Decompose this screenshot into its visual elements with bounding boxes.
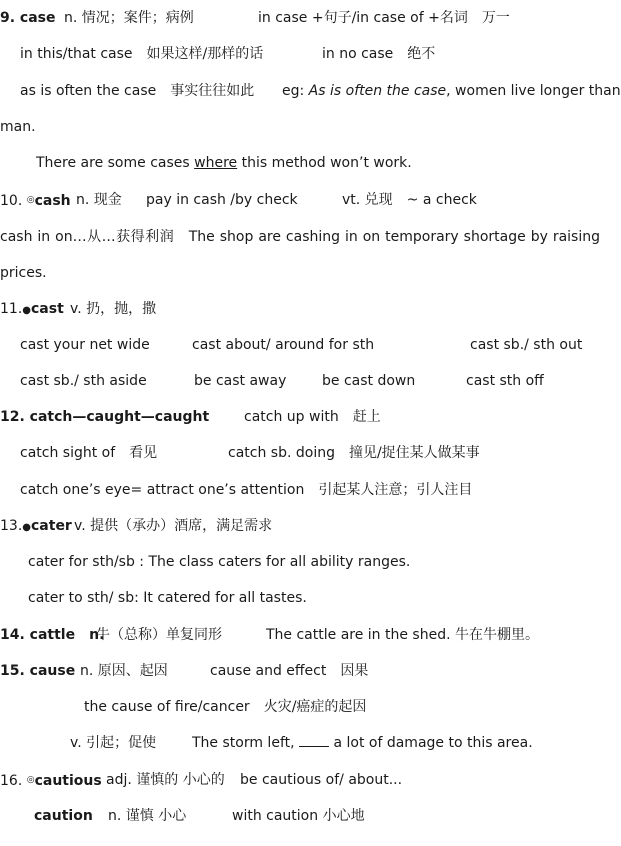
circle-mark-icon: ◎ bbox=[26, 775, 35, 785]
entry-pos: v. 提供（承办）酒席，满足需求 bbox=[74, 518, 273, 534]
entry-phrase: catch up with 赶上 bbox=[244, 409, 381, 425]
phrase: cast sth off bbox=[466, 373, 544, 389]
entry-head: 16. ◎cautious bbox=[0, 773, 102, 789]
phrase: in this/that case 如果这样/那样的话 bbox=[20, 46, 264, 62]
entry-phrase: be cautious of/ about... bbox=[240, 772, 403, 788]
entry-head: 11.●cast bbox=[0, 301, 64, 317]
entry-cash-line2: cash in on…从…获得利润 The shop are cashing in on temporary shortage by raising bbox=[0, 229, 600, 245]
example-italic: As is often the case bbox=[308, 83, 447, 99]
entry-head: 13.●cater bbox=[0, 518, 72, 534]
circle-mark-icon: ◎ bbox=[26, 195, 35, 205]
entry-word: caution bbox=[34, 808, 93, 824]
entry-phrase: in case +句子/in case of +名词 万一 bbox=[258, 10, 510, 26]
entry-pos: n. 情况；案件；病例 bbox=[64, 10, 194, 26]
entry-head: 12. catch—caught—caught bbox=[0, 409, 210, 425]
phrase: catch sb. doing 撞见/捉住某人做某事 bbox=[228, 445, 480, 461]
phrase: cast about/ around for sth bbox=[192, 337, 375, 353]
example: There are some cases where this method won’t work. bbox=[36, 155, 412, 171]
entry-head: 15. cause bbox=[0, 663, 76, 679]
entry-pos: 牛（总称）单复同形 bbox=[96, 627, 222, 643]
entry-head: 10. ◎cash bbox=[0, 193, 71, 209]
bullet-mark-icon: ● bbox=[22, 305, 31, 316]
phrase: as is often the case 事实往往如此 bbox=[20, 83, 255, 99]
bullet-mark-icon: ● bbox=[22, 522, 31, 533]
example: The storm left, a lot of damage to this area. bbox=[192, 735, 533, 751]
entry-pos: v. 引起；促使 bbox=[70, 735, 157, 751]
entry-pos: n. 原因、起因 bbox=[80, 663, 168, 679]
phrase: cast sb./ sth out bbox=[470, 337, 583, 353]
example-suffix: , women live longer than bbox=[446, 83, 621, 99]
example-continuation: man. bbox=[0, 119, 36, 135]
phrase: catch one’s eye= attract one’s attention 引起某人注意；引人注目 bbox=[20, 482, 473, 498]
phrase: cast your net wide bbox=[20, 337, 150, 353]
example bbox=[282, 81, 621, 101]
phrase: be cast down bbox=[322, 373, 416, 389]
example-prefix: eg: bbox=[282, 83, 309, 99]
entry-phrase: with caution 小心地 bbox=[232, 808, 365, 824]
example-continuation: prices. bbox=[0, 265, 47, 281]
entry-pos: n. 谨慎 小心 bbox=[108, 808, 187, 824]
phrase: be cast away bbox=[194, 373, 287, 389]
entry-head: 9. case bbox=[0, 10, 56, 26]
entry-pos: n. 现金 bbox=[76, 192, 122, 208]
underlined-word: where bbox=[194, 155, 238, 171]
phrase: the cause of fire/cancer 火灾/癌症的起因 bbox=[84, 699, 367, 715]
phrase: cast sb./ sth aside bbox=[20, 373, 147, 389]
phrase: in no case 绝不 bbox=[322, 46, 436, 62]
entry-pos: v. 扔，抛，撒 bbox=[70, 301, 157, 317]
fill-in-blank bbox=[299, 734, 329, 747]
entry-pos: adj. 谨慎的 小心的 bbox=[106, 772, 225, 788]
entry-phrase: cause and effect 因果 bbox=[210, 663, 369, 679]
phrase: catch sight of 看见 bbox=[20, 445, 158, 461]
entry-head: 14. cattle n. bbox=[0, 627, 105, 643]
example: cater for sth/sb : The class caters for all ability ranges. bbox=[28, 554, 411, 570]
entry-phrase: pay in cash /by check bbox=[146, 192, 298, 208]
example: The cattle are in the shed. 牛在牛棚里。 bbox=[266, 627, 539, 643]
example: cater to sth/ sb: It catered for all tastes. bbox=[28, 590, 307, 606]
entry-verb: vt. 兑现 ~ a check bbox=[342, 192, 477, 208]
